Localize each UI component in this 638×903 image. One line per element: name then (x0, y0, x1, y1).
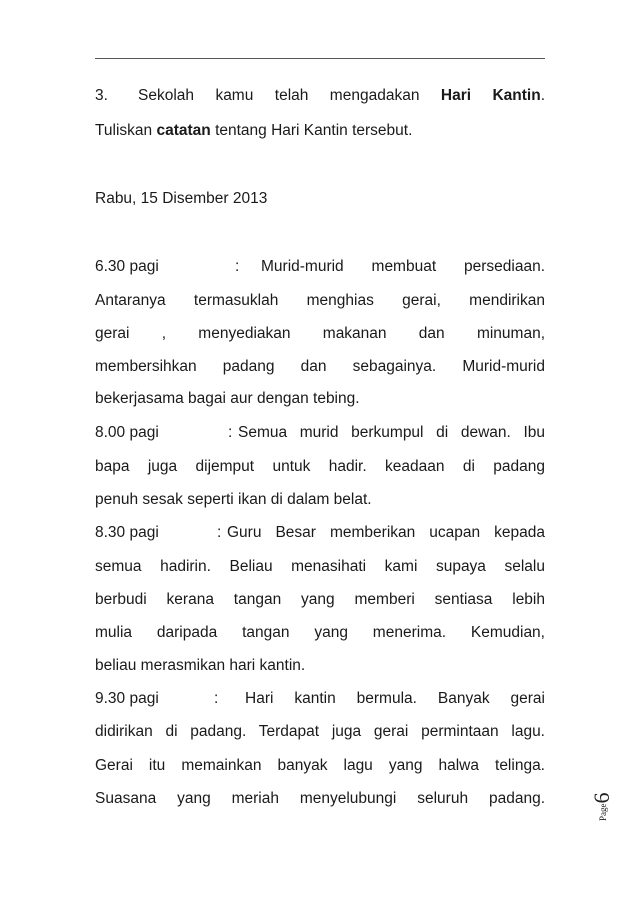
question-number: 3. (95, 87, 108, 104)
question-intro: Sekolah kamu telah mengadakan Hari Kantin. (138, 87, 545, 104)
entry-time: 8.30 pagi (95, 524, 159, 541)
diary-date: Rabu, 15 Disember 2013 (95, 190, 268, 207)
entry-4-line: Gerai itu memainkan banyak lagu yang halwa telinga. (95, 757, 545, 774)
event-name: Hari Kantin (440, 87, 541, 104)
question-line-2: Tuliskan catatan tentang Hari Kantin tersebut. (95, 122, 413, 139)
entry-1-line: membersihkan padang dan sebagainya. Murid-murid (95, 358, 545, 375)
entry-colon: : (228, 424, 233, 441)
entry-2-line: penuh sesak seperti ikan di dalam belat. (95, 491, 372, 508)
entry-time: 6.30 pagi (95, 258, 159, 275)
entry-3-line: mulia daripada tangan yang menerima. Kemudian, (95, 624, 545, 641)
entry-2-line: bapa juga dijemput untuk hadir. keadaan di padang (95, 458, 545, 475)
entry-colon: : (214, 690, 219, 707)
entry-3-line: beliau merasmikan hari kantin. (95, 657, 306, 674)
question-line-1 (95, 86, 545, 106)
entry-colon: : (235, 258, 240, 275)
entry-first-text: Hari kantin bermula. Banyak gerai (245, 690, 545, 707)
entry-4-line: Suasana yang meriah menyelubungi seluruh padang. (95, 790, 545, 807)
entry-3-line: berbudi kerana tangan yang memberi sentiasa lebih (95, 591, 545, 608)
entry-time: 9.30 pagi (95, 690, 159, 707)
page-word: Page (598, 803, 608, 821)
entry-colon: : (217, 524, 222, 541)
notes-keyword: catatan (156, 122, 211, 139)
page-number-label (589, 781, 619, 821)
entry-4-line: didirikan di padang. Terdapat juga gerai permintaan lagu. (95, 723, 545, 740)
entry-3-line: semua hadirin. Beliau menasihati kami supaya selalu (95, 558, 545, 575)
header-rule (95, 58, 545, 59)
entry-1-line: gerai , menyediakan makanan dan minuman, (95, 325, 545, 342)
entry-first-text: Murid-murid membuat persediaan. (261, 258, 545, 275)
entry-first-text: Semua murid berkumpul di dewan. Ibu (238, 424, 545, 441)
page-number: 6 (589, 792, 614, 804)
entry-time: 8.00 pagi (95, 424, 159, 441)
entry-1-line: bekerjasama bagai aur dengan tebing. (95, 390, 360, 407)
entry-first-text: Guru Besar memberikan ucapan kepada (227, 524, 545, 541)
entry-1-line: Antaranya termasuklah menghias gerai, mendirikan (95, 292, 545, 309)
